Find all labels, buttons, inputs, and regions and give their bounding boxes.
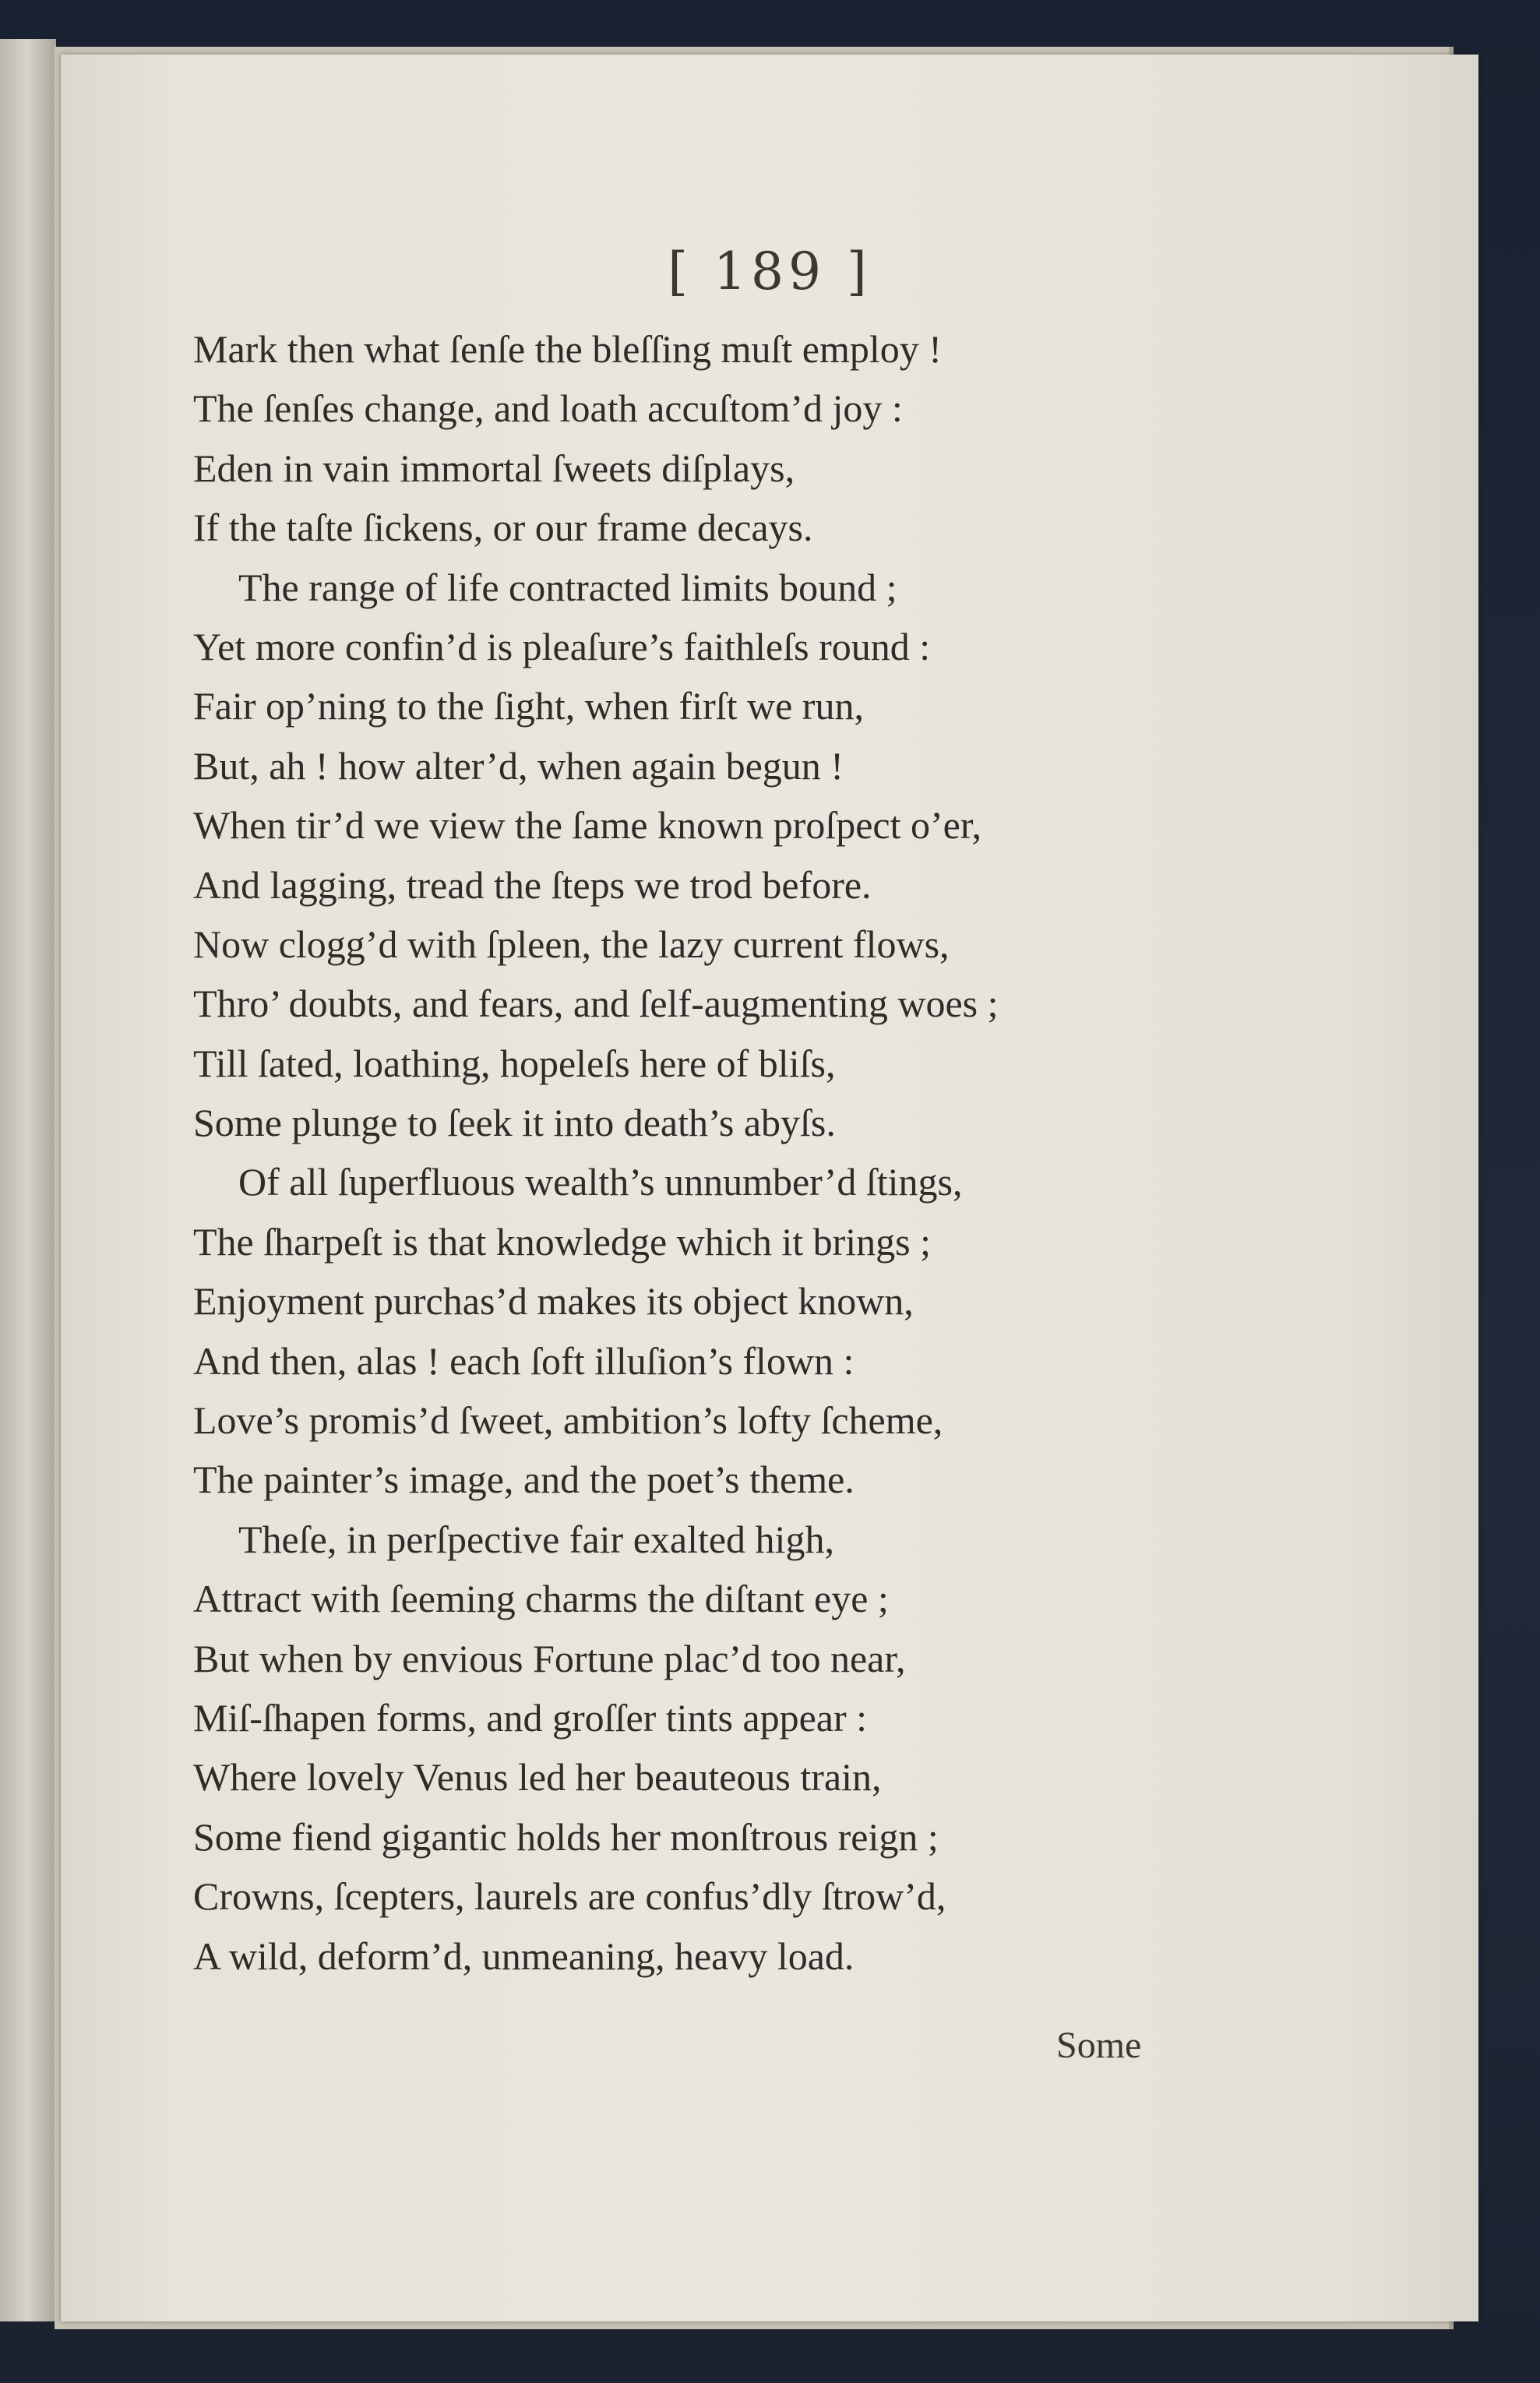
- poem-line: Of all ſuperfluous wealth’s unnumber’d ſtings,: [238, 1160, 963, 1204]
- book-page: [61, 55, 1478, 2321]
- poem-line: Theſe, in perſpective fair exalted high,: [238, 1517, 834, 1561]
- poem-line: The ſharpeſt is that knowledge which it brings ;: [193, 1219, 932, 1264]
- poem-line: Eden in vain immortal ſweets diſplays,: [193, 446, 795, 490]
- poem-line: Where lovely Venus led her beauteous train,: [193, 1755, 882, 1800]
- poem-line: Fair op’ning to the ſight, when firſt we run,: [193, 684, 864, 728]
- poem-line: Crowns, ſcepters, laurels are confus’dly ſtrow’d,: [193, 1874, 946, 1919]
- poem-line: Yet more confin’d is pleaſure’s faithleſs round :: [193, 624, 931, 668]
- poem-line: Till ſated, loathing, hopeleſs here of bliſs,: [193, 1041, 836, 1085]
- poem-line: Some fiend gigantic holds her monſtrous reign ;: [193, 1814, 939, 1859]
- poem-line: The painter’s image, and the poet’s theme.: [193, 1458, 855, 1502]
- poem-line: And then, alas ! each ſoft illuſion’s flown :: [193, 1338, 855, 1383]
- poem-line: Attract with ſeeming charms the diſtant eye ;: [193, 1577, 889, 1621]
- catchword: Some: [1056, 2025, 1142, 2066]
- poem-line: But, ah ! how alter’d, when again begun !: [193, 743, 844, 788]
- poem-text: [193, 319, 1408, 1986]
- poem-line: Love’s promis’d ſweet, ambition’s lofty ſcheme,: [193, 1398, 943, 1443]
- poem-line: Enjoyment purchas’d makes its object known,: [193, 1279, 914, 1324]
- poem-line: Mark then what ſenſe the bleſſing muſt employ !: [193, 327, 942, 371]
- poem-line: The ſenſes change, and loath accuſtom’d joy :: [193, 386, 903, 431]
- poem-line: But when by envious Fortune plac’d too near,: [193, 1636, 906, 1680]
- poem-line: When tir’d we view the ſame known proſpect o’er,: [193, 803, 981, 848]
- poem-line: Thro’ doubts, and fears, and ſelf-augmenting woes ;: [193, 982, 999, 1026]
- facing-page-edge: [0, 39, 56, 2321]
- page-number: [ 189 ]: [668, 241, 872, 301]
- poem-line: Miſ-ſhapen forms, and groſſer tints appear :: [193, 1695, 868, 1740]
- poem-line: And lagging, tread the ſteps we trod before.: [193, 862, 872, 907]
- poem-line: Now clogg’d with ſpleen, the lazy current flows,: [193, 922, 950, 966]
- poem-line: A wild, deform’d, unmeaning, heavy load.: [193, 1934, 855, 1978]
- poem-line: The range of life contracted limits bound ;: [238, 565, 897, 609]
- poem-line: Some plunge to ſeek it into death’s abyſs.: [193, 1101, 836, 1145]
- poem-line: If the taſte ſickens, or our frame decays.: [193, 506, 813, 550]
